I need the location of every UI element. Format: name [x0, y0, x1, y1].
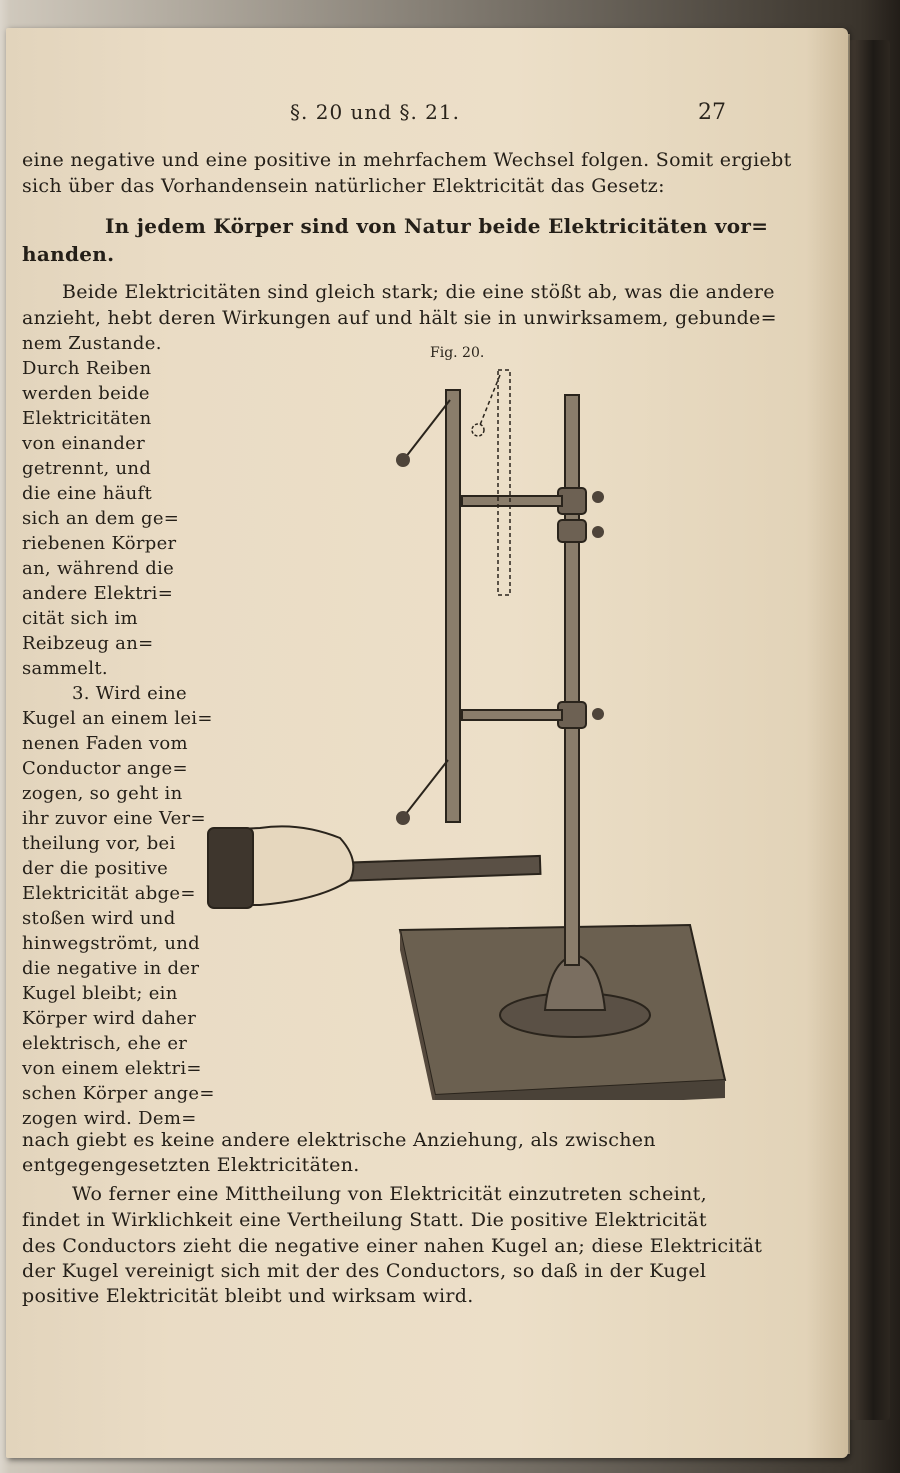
side-column-line: Elektricitäten: [22, 408, 152, 429]
side-column-line: stoßen wird und: [22, 908, 176, 929]
side-column-line: theilung vor, bei: [22, 833, 176, 854]
side-column-line: von einander: [22, 433, 146, 454]
side-column-line: die negative in der: [22, 958, 200, 979]
side-column-line: Kugel bleibt; ein: [22, 983, 178, 1004]
law-line: handen.: [22, 242, 115, 266]
law-line: In jedem Körper sind von Natur beide Elektricitäten vor=: [105, 214, 769, 238]
side-column-line: Conductor ange=: [22, 758, 188, 779]
side-column-line: die eine häuft: [22, 483, 153, 504]
text-line: nach giebt es keine andere elektrische Anziehung, als zwischen: [22, 1129, 656, 1151]
side-column-line: hinwegströmt, und: [22, 933, 200, 954]
side-column-line: an, während die: [22, 558, 175, 579]
side-column-line: riebenen Körper: [22, 533, 177, 554]
side-column-line: elektrisch, ehe er: [22, 1033, 188, 1054]
page-number: 27: [698, 100, 726, 125]
side-column-line: von einem elektri=: [22, 1058, 202, 1079]
side-column-line: der die positive: [22, 858, 169, 879]
side-column-line: Körper wird daher: [22, 1008, 197, 1029]
page-header: [0, 100, 900, 126]
side-column-line: cität sich im: [22, 608, 138, 629]
side-column-line: sich an dem ge=: [22, 508, 180, 529]
side-column-line: schen Körper ange=: [22, 1083, 215, 1104]
side-column-line: ihr zuvor eine Ver=: [22, 808, 206, 829]
side-column-line: zogen, so geht in: [22, 783, 183, 804]
text-line: des Conductors zieht die negative einer nahen Kugel an; diese Elektricität: [22, 1235, 763, 1257]
text-line: findet in Wirklichkeit eine Vertheilung Statt. Die positive Elektricität: [22, 1209, 707, 1231]
text-line: Beide Elektricitäten sind gleich stark; die eine stößt ab, was die andere: [62, 281, 775, 303]
side-column-line: andere Elektri=: [22, 583, 174, 604]
text-line: positive Elektricität bleibt und wirksam wird.: [22, 1285, 474, 1307]
text-line: sich über das Vorhandensein natürlicher Elektricität das Gesetz:: [22, 175, 665, 197]
side-column-line: Elektricität abge=: [22, 883, 196, 904]
text-line: der Kugel vereinigt sich mit der des Conductors, so daß in der Kugel: [22, 1260, 707, 1282]
side-column-line: Kugel an einem lei=: [22, 708, 213, 729]
figure-20-illustration: [200, 360, 740, 1100]
text-line: entgegengesetzten Elektricitäten.: [22, 1154, 360, 1176]
book-spine: [848, 40, 890, 1420]
running-title: §. 20 und §. 21.: [290, 100, 460, 124]
side-column-line: zogen wird. Dem=: [22, 1108, 197, 1129]
side-column-line: Reibzeug an=: [22, 633, 154, 654]
electroscope-apparatus: [208, 370, 725, 1100]
text-line: Wo ferner eine Mittheilung von Elektricität einzutreten scheint,: [72, 1183, 707, 1205]
side-column-line: getrennt, und: [22, 458, 152, 479]
side-column-line: nenen Faden vom: [22, 733, 188, 754]
text-line: eine negative und eine positive in mehrfachem Wechsel folgen. Somit ergiebt: [22, 149, 792, 171]
side-column-line: werden beide: [22, 383, 150, 404]
text-line: anzieht, hebt deren Wirkungen auf und hält sie in unwirksamem, gebunde=: [22, 307, 777, 329]
side-column-line: Durch Reiben: [22, 358, 152, 379]
side-column-line: sammelt.: [22, 658, 108, 679]
figure-caption: Fig. 20.: [430, 345, 485, 361]
side-column-line: 3. Wird eine: [72, 683, 187, 704]
text-line: nem Zustande.: [22, 333, 162, 354]
